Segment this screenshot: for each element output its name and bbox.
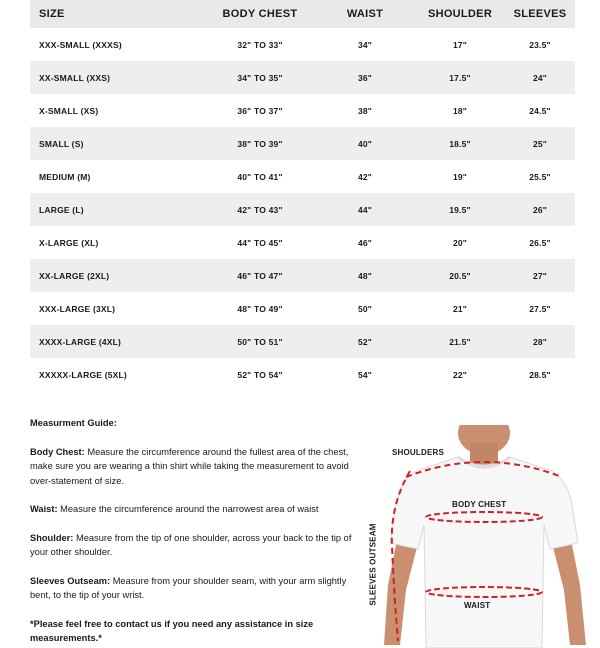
guide-sleeves-text: Measure from your shoulder seam, with your arm slightly bent, to the tip of your wrist.	[30, 575, 347, 600]
cell-size: XXXX-LARGE (4XL)	[39, 336, 122, 347]
cell-chest: 44" TO 45"	[237, 237, 283, 248]
cell-chest: 38" TO 39"	[237, 138, 283, 149]
cell-shoulder: 18.5"	[449, 138, 471, 149]
cell-size: XX-SMALL (XXS)	[39, 72, 111, 83]
header-sleeves: SLEEVES	[513, 8, 567, 20]
cell-waist: 52"	[357, 336, 373, 347]
cell-sleeves: 25.5"	[529, 171, 551, 182]
cell-size: X-SMALL (XS)	[39, 105, 99, 116]
cell-waist: 48"	[357, 270, 373, 281]
cell-chest: 52" TO 54"	[237, 369, 283, 380]
guide-shoulder-text: Measure from the tip of one shoulder, across your back to the tip of your other shoulder.	[30, 532, 352, 557]
cell-shoulder: 18"	[452, 105, 468, 116]
table-row	[30, 358, 575, 391]
cell-waist: 46"	[357, 237, 373, 248]
cell-sleeves: 26"	[532, 204, 548, 215]
guide-sleeves	[30, 574, 360, 603]
measurement-guide	[30, 416, 360, 646]
guide-sleeves-label: Sleeves Outseam:	[30, 575, 111, 586]
cell-chest: 42" TO 43"	[237, 204, 283, 215]
guide-waist	[30, 502, 360, 517]
guide-shoulder-label: Shoulder:	[30, 532, 74, 543]
guide-chest-label: Body Chest:	[30, 446, 85, 457]
tshirt-body	[390, 457, 578, 648]
header-shoulder: SHOULDER	[427, 8, 493, 20]
cell-chest: 50" TO 51"	[237, 336, 283, 347]
cell-sleeves: 28"	[532, 336, 548, 347]
cell-shoulder: 21.5"	[449, 336, 471, 347]
cell-waist: 40"	[357, 138, 373, 149]
cell-sleeves: 28.5"	[529, 369, 551, 380]
guide-title: Measurment Guide:	[30, 418, 117, 428]
table-row	[30, 127, 575, 160]
cell-size: XXX-LARGE (3XL)	[39, 303, 116, 314]
cell-sleeves: 24.5"	[529, 105, 551, 116]
guide-waist-label: Waist:	[30, 504, 58, 514]
cell-waist: 54"	[357, 369, 373, 380]
cell-waist: 42"	[357, 171, 373, 182]
table-row	[30, 160, 575, 193]
table-row	[30, 325, 575, 358]
guide-chest	[30, 445, 360, 489]
tshirt-measurement-figure	[366, 425, 600, 648]
cell-shoulder: 19"	[452, 171, 468, 182]
table-header-row	[30, 0, 575, 28]
cell-chest: 48" TO 49"	[237, 303, 283, 314]
header-body-chest: BODY CHEST	[222, 8, 298, 20]
cell-waist: 36"	[357, 72, 373, 83]
tshirt-illustration	[366, 425, 600, 648]
figure-label-body-chest: BODY CHEST	[452, 500, 507, 509]
cell-shoulder: 21"	[452, 303, 468, 314]
table-row	[30, 292, 575, 325]
guide-shoulder	[30, 531, 360, 560]
cell-shoulder: 17.5"	[449, 72, 471, 83]
figure-label-waist: WAIST	[464, 601, 491, 610]
table-row	[30, 259, 575, 292]
cell-chest: 40" TO 41"	[237, 171, 283, 182]
cell-waist: 38"	[357, 105, 373, 116]
header-waist: WAIST	[346, 8, 384, 20]
cell-sleeves: 23.5"	[529, 39, 551, 50]
cell-chest: 46" TO 47"	[237, 270, 283, 281]
cell-sleeves: 27"	[532, 270, 548, 281]
size-chart-table	[30, 0, 575, 391]
cell-sleeves: 24"	[532, 72, 548, 83]
cell-size: XXX-SMALL (XXXS)	[39, 39, 122, 50]
guide-waist-text: Measure the circumference around the narrowest area of waist	[57, 504, 319, 514]
cell-size: LARGE (L)	[39, 204, 84, 215]
table-row	[30, 61, 575, 94]
cell-waist: 50"	[357, 303, 373, 314]
cell-size: XXXXX-LARGE (5XL)	[39, 369, 127, 380]
cell-shoulder: 17"	[452, 39, 468, 50]
cell-sleeves: 25"	[532, 138, 548, 149]
table-body	[30, 28, 575, 391]
cell-shoulder: 22"	[452, 369, 468, 380]
table-row	[30, 193, 575, 226]
cell-waist: 44"	[357, 204, 373, 215]
cell-waist: 34"	[357, 39, 373, 50]
figure-label-sleeves-outseam: SLEEVES OUTSEAM	[368, 523, 378, 606]
table-row	[30, 28, 575, 61]
cell-sleeves: 26.5"	[529, 237, 551, 248]
cell-size: X-LARGE (XL)	[39, 237, 99, 248]
figure-label-shoulders: SHOULDERS	[392, 448, 445, 457]
guide-chest-text: Measure the circumference around the fullest area of the chest, make sure you are wearing a thin shirt while taking the measurement to avoid over-statement of size.	[30, 446, 349, 486]
cell-shoulder: 20.5"	[449, 270, 471, 281]
cell-chest: 32" TO 33"	[237, 39, 283, 50]
cell-chest: 36" TO 37"	[237, 105, 283, 116]
cell-shoulder: 20"	[452, 237, 468, 248]
table-row	[30, 94, 575, 127]
cell-size: XX-LARGE (2XL)	[39, 270, 110, 281]
table-row	[30, 226, 575, 259]
cell-size: MEDIUM (M)	[39, 171, 91, 182]
cell-chest: 34" TO 35"	[237, 72, 283, 83]
header-size: SIZE	[39, 8, 65, 20]
cell-sleeves: 27.5"	[529, 303, 551, 314]
cell-shoulder: 19.5"	[449, 204, 471, 215]
guide-note: *Please feel free to contact us if you need any assistance in size measurements.*	[30, 618, 314, 643]
cell-size: SMALL (S)	[39, 138, 84, 149]
